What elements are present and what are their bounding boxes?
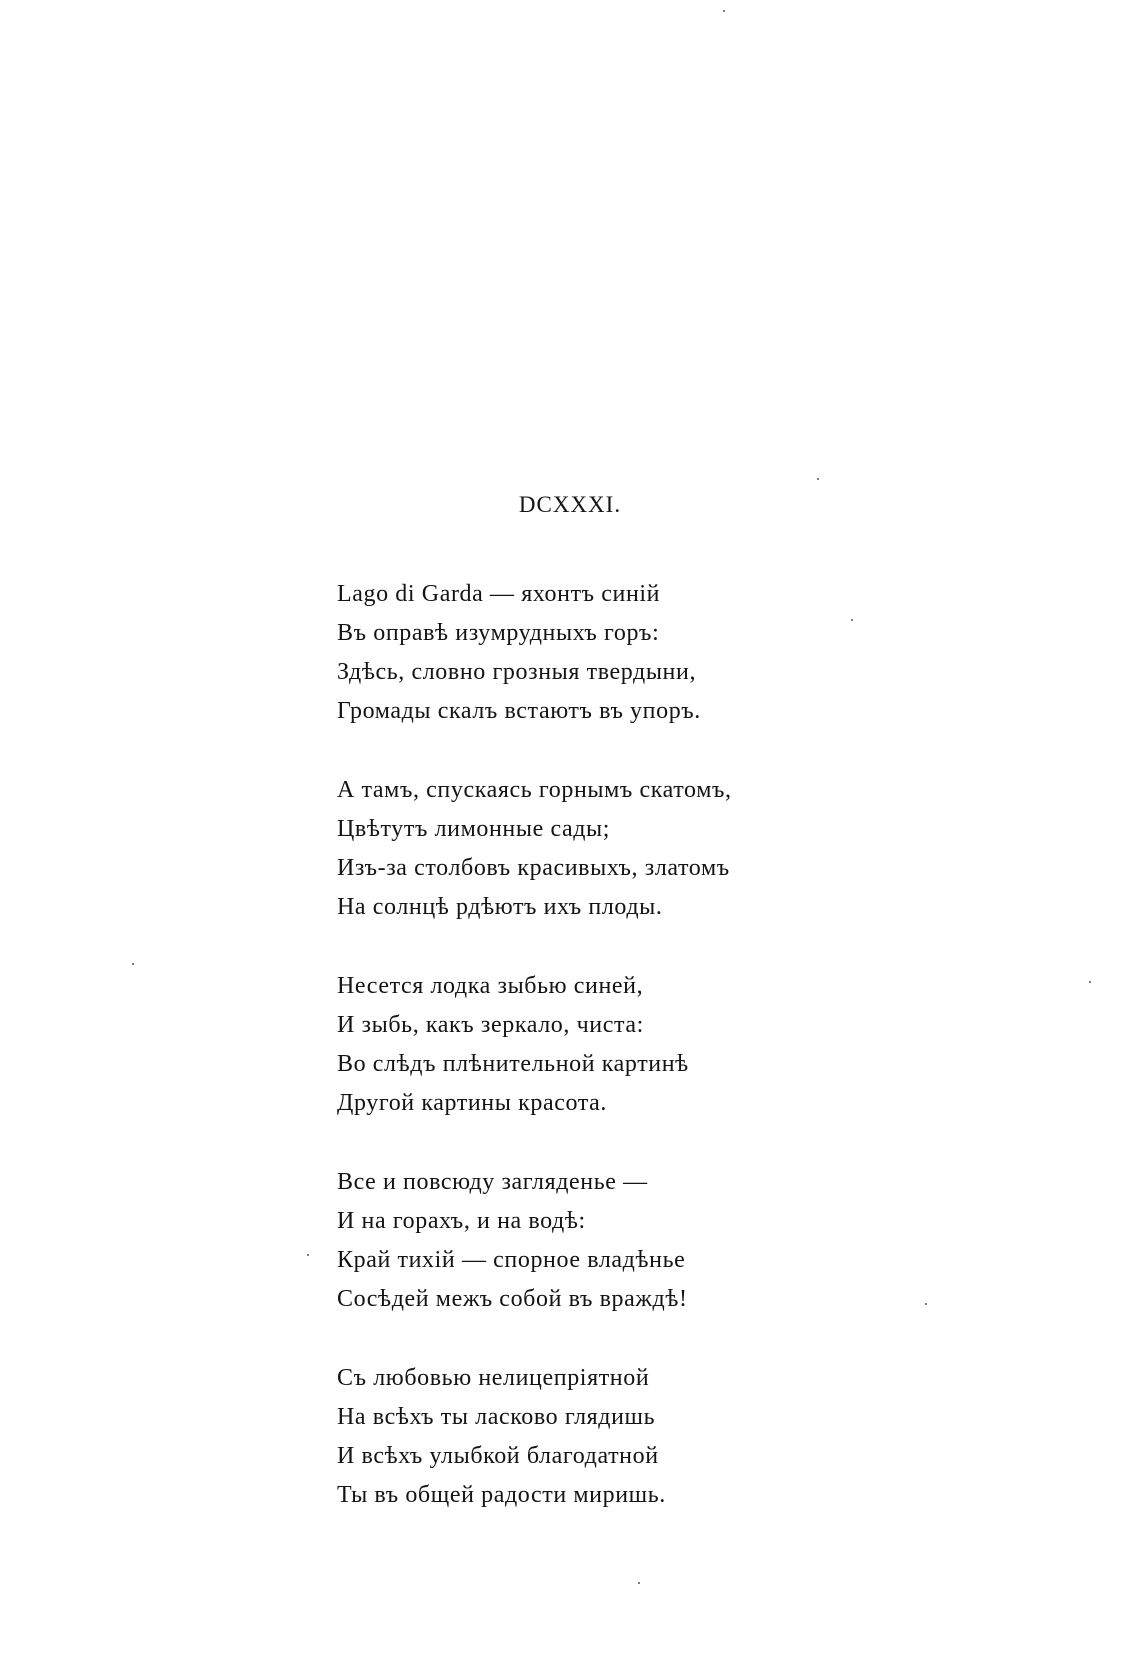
poem-line: Все и повсюду загляденье — bbox=[337, 1169, 648, 1195]
poem-line: Въ оправѣ изумрудныхъ горъ: bbox=[337, 620, 660, 646]
scan-speck bbox=[132, 963, 134, 965]
poem-line: На солнцѣ рдѣютъ ихъ плоды. bbox=[337, 894, 663, 920]
poem-line: Lago di Garda — яхонтъ синій bbox=[337, 581, 661, 607]
poem-body bbox=[337, 575, 857, 1555]
stanza bbox=[337, 1163, 857, 1319]
poem-line: И всѣхъ улыбкой благодатной bbox=[337, 1443, 659, 1469]
poem-line: Во слѣдъ плѣнительной картинѣ bbox=[337, 1051, 689, 1077]
poem-line: Край тихій — спорное владѣнье bbox=[337, 1247, 686, 1273]
stanza bbox=[337, 1359, 857, 1515]
poem-line: И на горахъ, и на водѣ: bbox=[337, 1208, 586, 1234]
poem-line: На всѣхъ ты ласково глядишь bbox=[337, 1404, 656, 1430]
poem-line: Цвѣтутъ лимонные сады; bbox=[337, 816, 611, 842]
poem-line: Несется лодка зыбью синей, bbox=[337, 973, 644, 999]
scan-speck bbox=[925, 1303, 927, 1305]
scan-speck bbox=[638, 1582, 640, 1584]
poem-line: А тамъ, спускаясь горнымъ скатомъ, bbox=[337, 777, 732, 803]
scan-speck bbox=[1089, 981, 1091, 983]
poem-line: Громады скалъ встаютъ въ упоръ. bbox=[337, 698, 701, 724]
stanza bbox=[337, 771, 857, 927]
stanza bbox=[337, 575, 857, 731]
poem-line: И зыбь, какъ зеркало, чиста: bbox=[337, 1012, 644, 1038]
stanza bbox=[337, 967, 857, 1123]
scan-speck bbox=[817, 478, 819, 480]
poem-number: DCXXXI. bbox=[518, 492, 622, 517]
poem-line: Съ любовью нелицепріятной bbox=[337, 1365, 650, 1391]
poem-line: Здѣсь, словно грозныя твердыни, bbox=[337, 659, 697, 685]
scan-speck bbox=[307, 1254, 309, 1256]
poem-line: Другой картины красота. bbox=[337, 1090, 607, 1116]
scan-speck bbox=[723, 10, 725, 12]
poem-line: Сосѣдей межъ собой въ враждѣ! bbox=[337, 1286, 688, 1312]
poem-line: Изъ-за столбовъ красивыхъ, златомъ bbox=[337, 855, 730, 881]
poem-line: Ты въ общей радости миришь. bbox=[337, 1482, 666, 1508]
